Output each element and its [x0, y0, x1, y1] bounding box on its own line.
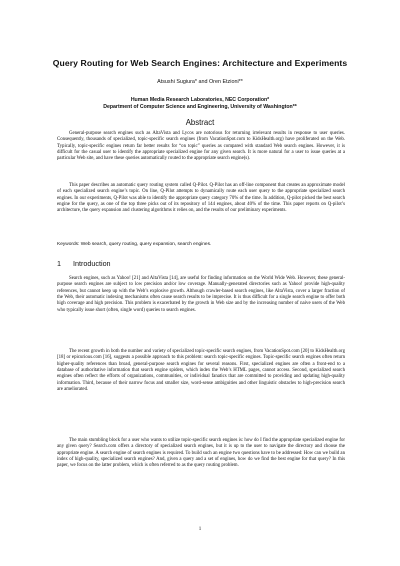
keywords-label: Keywords:: [57, 242, 80, 247]
abstract-paragraph-2: This paper describes an automatic query routing system called Q-Pilot. Q-Pilot has an off-line component that creates an approximate model of each specialized search engine’s topic. On line, Q-Pilot attempts to dynamically route each user query to the appropriate specialized search engines. In our experiments, Q-Pilot was able to identify the appropriate query category 70% of the time. In addition, Q-pilot picked the best search engine for the query, as one of the top three picks out of its repository of 144 engines, about 40% of the time. This paper reports on Q-pilot’s architecture, the query expansion and clustering algorithms it relies on, and the results of our preliminary experiments.: [57, 183, 345, 214]
paper-authors: Atsushi Sugiura* and Oren Etzioni**: [157, 79, 243, 85]
intro-paragraph-1: Search engines, such as Yahoo! [21] and AltaVista [14], are useful for finding information on the World Wide Web. However, these general-purpose search engines are subject to low precision and/or low coverage. Manually-generated directories such as Yahoo! provide high-quality references, but cannot keep up with the Web’s explosive growth. Although crawler-based search engines, like AltaVista, cover a larger fraction of the Web, their automatic indexing mechanisms often cause search results to be imprecise. It is thus difficult for a single search engine to offer both high coverage and high precision. This problem is exacerbated by the growth in Web size and by the increasing number of naive users of the Web who typically issue short (often, single word) queries to search engines.: [57, 276, 345, 313]
keywords-line: [57, 242, 345, 247]
intro-paragraph-3: The main stumbling block for a user who wants to utilize topic-specific search engines is: how do I find the appropriate specialized engine for any given query? Search.com offers a directory of specialized search engines, but it is up to the user to navigate the directory and choose the appropriate engine. A search engine of search engines is required. To build such an engine two questions have to be addressed: How can we build an index of high-quality, specialized search engines? And, given a query and a set of engines, how do we find the best engine for that query? In this paper, we focus on the latter problem, which is often referred to as the query routing problem.: [57, 438, 345, 469]
affiliation-uw: Department of Computer Science and Engineering, University of Washington**: [103, 104, 297, 110]
keywords-text: Web search, query routing, query expansion, search engines.: [80, 242, 212, 247]
abstract-heading: Abstract: [185, 118, 215, 127]
page-number: 1: [198, 527, 202, 532]
paper-title: Query Routing for Web Search Engines: Architecture and Experiments: [52, 58, 348, 68]
affiliation-nec: Human Media Research Laboratories, NEC Corporation*: [130, 97, 270, 103]
intro-paragraph-2: The recent growth in both the number and variety of specialized topic-specific search engines, from VacationSpot.com [20] to KidsHealth.org [18] or epicurious.com [16], suggests a possible approach to this problem: search topic-specific engines. Topic-specific search engines often return higher-quality references than broad, general-purpose search engines for several reasons. First, specialized engines are often a front-end to a database of authoritative information that search engine spiders, which index the Web’s HTML pages, cannot access. Second, specialized search engines often reflect the efforts of organizations, communities, or individual fanatics that are committed to providing and updating high-quality information. Third, because of their narrow focus and smaller size, word-sense ambiguities and other linguistic obstacles to high-precision search are ameliorated.: [57, 349, 345, 393]
abstract-paragraph-1: General-purpose search engines such as AltaVista and Lycos are notorious for returning irrelevant results in response to user queries. Consequently, thousands of specialized, topic-specific search engines (from VacationSpot.com to KidsHealth.org) have proliferated on the Web. Typically, topic-specific engines return far better results for “on topic” queries as compared with standard Web search engines. However, it is difficult for the casual user to identify the appropriate specialized engine for any given search. It is more natural for a user to issue queries at a particular Web site, and have these queries automatically routed to the appropriate search engine(s).: [57, 131, 345, 162]
section-title: Introduction: [73, 259, 111, 268]
section-heading-introduction: [57, 259, 111, 268]
section-number: 1: [57, 259, 61, 268]
